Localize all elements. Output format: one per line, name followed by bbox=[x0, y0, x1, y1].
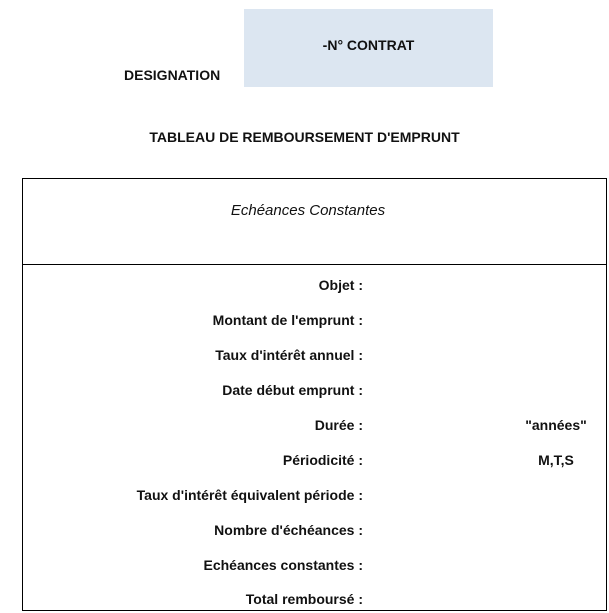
row-label: Date début emprunt : bbox=[222, 382, 363, 398]
row-taux-periode bbox=[23, 487, 606, 507]
section-title: Echéances Constantes bbox=[230, 202, 386, 219]
row-label: Total remboursé : bbox=[245, 591, 363, 607]
row-duree bbox=[23, 417, 606, 437]
designation-label: DESIGNATION bbox=[124, 67, 221, 83]
contract-number-label: -N° CONTRAT bbox=[322, 37, 415, 53]
row-echeances-constantes bbox=[23, 557, 606, 577]
loan-table bbox=[22, 178, 607, 611]
row-label: Périodicité : bbox=[282, 452, 363, 468]
table-header-cell bbox=[23, 179, 606, 265]
row-label: Echéances constantes : bbox=[203, 557, 363, 573]
row-montant bbox=[23, 312, 606, 332]
row-taux-annuel bbox=[23, 347, 606, 367]
row-objet bbox=[23, 277, 606, 297]
row-unit: "années" bbox=[525, 417, 587, 433]
row-label: Montant de l'emprunt : bbox=[212, 312, 363, 328]
row-total-rembourse bbox=[23, 591, 606, 611]
contract-number-box[interactable] bbox=[244, 9, 493, 87]
row-label: Taux d'intérêt annuel : bbox=[215, 347, 363, 363]
row-periodicite bbox=[23, 452, 606, 472]
row-label: Durée : bbox=[314, 417, 363, 433]
row-label: Objet : bbox=[318, 277, 363, 293]
row-date-debut bbox=[23, 382, 606, 402]
row-label: Taux d'intérêt équivalent période : bbox=[136, 487, 363, 503]
row-label: Nombre d'échéances : bbox=[214, 522, 363, 538]
page-title: TABLEAU DE REMBOURSEMENT D'EMPRUNT bbox=[149, 129, 460, 145]
row-nombre-echeances bbox=[23, 522, 606, 542]
row-unit: M,T,S bbox=[538, 452, 574, 468]
